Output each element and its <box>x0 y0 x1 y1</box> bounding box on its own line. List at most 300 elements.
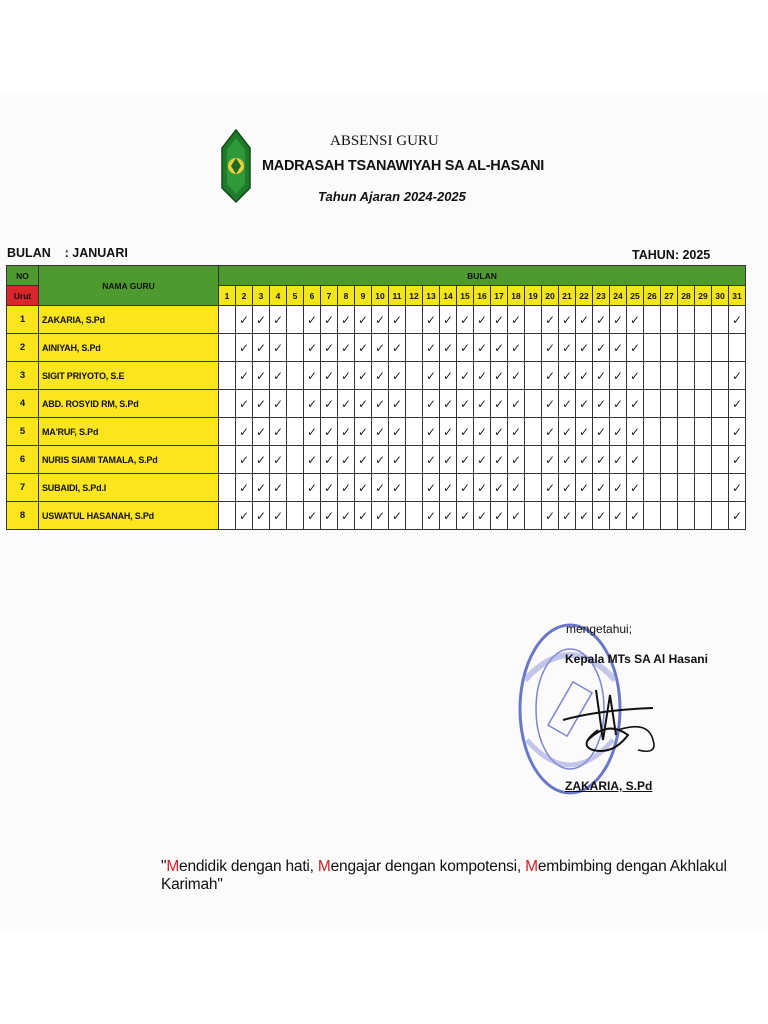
attendance-cell: ✓ <box>355 418 372 446</box>
attendance-cell: ✓ <box>372 474 389 502</box>
attendance-cell: ✓ <box>474 418 491 446</box>
attendance-cell <box>678 306 695 334</box>
attendance-cell <box>695 418 712 446</box>
attendance-cell: ✓ <box>729 390 746 418</box>
attendance-cell: ✓ <box>593 502 610 530</box>
day-header: 20 <box>542 286 559 306</box>
attendance-cell: ✓ <box>729 306 746 334</box>
attendance-cell: ✓ <box>610 390 627 418</box>
attendance-cell: ✓ <box>253 362 270 390</box>
day-header: 30 <box>712 286 729 306</box>
attendance-cell: ✓ <box>236 334 253 362</box>
attendance-cell <box>644 390 661 418</box>
attendance-cell: ✓ <box>253 446 270 474</box>
attendance-cell: ✓ <box>270 418 287 446</box>
table-row <box>7 446 746 474</box>
teacher-name: ABD. ROSYID RM, S.Pd <box>39 390 219 418</box>
day-header: 9 <box>355 286 372 306</box>
attendance-cell: ✓ <box>270 362 287 390</box>
attendance-cell <box>695 306 712 334</box>
attendance-cell: ✓ <box>389 446 406 474</box>
attendance-cell <box>219 446 236 474</box>
attendance-cell <box>406 446 423 474</box>
day-header: 23 <box>593 286 610 306</box>
attendance-cell: ✓ <box>338 362 355 390</box>
attendance-cell: ✓ <box>321 446 338 474</box>
attendance-cell: ✓ <box>474 390 491 418</box>
attendance-cell: ✓ <box>423 334 440 362</box>
attendance-cell: ✓ <box>389 502 406 530</box>
day-header: 21 <box>559 286 576 306</box>
attendance-cell: ✓ <box>440 418 457 446</box>
day-header: 12 <box>406 286 423 306</box>
day-header: 17 <box>491 286 508 306</box>
attendance-cell <box>219 418 236 446</box>
attendance-cell <box>678 390 695 418</box>
attendance-cell: ✓ <box>559 418 576 446</box>
attendance-cell <box>729 334 746 362</box>
attendance-cell: ✓ <box>627 390 644 418</box>
attendance-cell <box>712 474 729 502</box>
attendance-cell <box>695 390 712 418</box>
day-header: 26 <box>644 286 661 306</box>
attendance-cell: ✓ <box>474 446 491 474</box>
attendance-cell: ✓ <box>474 334 491 362</box>
attendance-cell: ✓ <box>236 362 253 390</box>
attendance-cell <box>695 362 712 390</box>
attendance-cell: ✓ <box>389 306 406 334</box>
attendance-cell: ✓ <box>508 306 525 334</box>
attendance-cell: ✓ <box>627 474 644 502</box>
attendance-cell: ✓ <box>270 334 287 362</box>
attendance-cell: ✓ <box>593 446 610 474</box>
attendance-cell: ✓ <box>304 418 321 446</box>
attendance-cell: ✓ <box>338 390 355 418</box>
attendance-cell: ✓ <box>423 418 440 446</box>
attendance-cell: ✓ <box>542 362 559 390</box>
row-number: 7 <box>7 474 39 502</box>
attendance-cell: ✓ <box>593 306 610 334</box>
attendance-cell: ✓ <box>457 334 474 362</box>
day-header: 1 <box>219 286 236 306</box>
attendance-cell <box>644 418 661 446</box>
attendance-cell: ✓ <box>491 334 508 362</box>
attendance-cell: ✓ <box>457 446 474 474</box>
attendance-cell: ✓ <box>321 334 338 362</box>
attendance-cell: ✓ <box>440 362 457 390</box>
teacher-name: NURIS SIAMI TAMALA, S.Pd <box>39 446 219 474</box>
attendance-cell <box>525 334 542 362</box>
attendance-cell: ✓ <box>355 306 372 334</box>
day-header: 29 <box>695 286 712 306</box>
attendance-cell: ✓ <box>610 418 627 446</box>
attendance-cell: ✓ <box>423 306 440 334</box>
attendance-cell: ✓ <box>457 474 474 502</box>
attendance-cell: ✓ <box>491 362 508 390</box>
attendance-cell: ✓ <box>627 418 644 446</box>
attendance-cell: ✓ <box>270 502 287 530</box>
attendance-cell: ✓ <box>253 502 270 530</box>
attendance-cell <box>644 446 661 474</box>
attendance-cell: ✓ <box>508 418 525 446</box>
attendance-cell: ✓ <box>474 474 491 502</box>
attendance-cell: ✓ <box>593 334 610 362</box>
attendance-cell: ✓ <box>542 502 559 530</box>
attendance-cell: ✓ <box>423 390 440 418</box>
table-row <box>7 390 746 418</box>
attendance-cell: ✓ <box>389 390 406 418</box>
attendance-cell: ✓ <box>542 418 559 446</box>
row-number: 1 <box>7 306 39 334</box>
attendance-cell: ✓ <box>338 446 355 474</box>
attendance-cell <box>712 334 729 362</box>
day-header: 31 <box>729 286 746 306</box>
table-row <box>7 474 746 502</box>
attendance-cell <box>678 362 695 390</box>
attendance-cell: ✓ <box>321 418 338 446</box>
attendance-cell <box>712 306 729 334</box>
attendance-cell: ✓ <box>610 446 627 474</box>
attendance-cell <box>287 306 304 334</box>
attendance-cell: ✓ <box>423 446 440 474</box>
attendance-cell <box>644 362 661 390</box>
signature-icon <box>558 680 668 770</box>
attendance-cell: ✓ <box>372 418 389 446</box>
attendance-cell <box>219 502 236 530</box>
day-header: 4 <box>270 286 287 306</box>
attendance-cell: ✓ <box>474 306 491 334</box>
attendance-cell: ✓ <box>542 474 559 502</box>
no-header: NO <box>7 266 39 286</box>
attendance-cell: ✓ <box>236 418 253 446</box>
known-label: mengetahui; <box>566 622 633 636</box>
attendance-cell: ✓ <box>321 390 338 418</box>
attendance-cell: ✓ <box>474 362 491 390</box>
attendance-cell: ✓ <box>491 446 508 474</box>
attendance-cell <box>287 390 304 418</box>
table-row <box>7 362 746 390</box>
attendance-cell <box>678 502 695 530</box>
attendance-cell: ✓ <box>236 446 253 474</box>
table-row <box>7 334 746 362</box>
table-row <box>7 502 746 530</box>
attendance-cell: ✓ <box>389 418 406 446</box>
attendance-cell <box>406 334 423 362</box>
row-number: 4 <box>7 390 39 418</box>
attendance-cell <box>219 474 236 502</box>
attendance-cell <box>219 306 236 334</box>
attendance-cell: ✓ <box>729 362 746 390</box>
attendance-cell: ✓ <box>304 446 321 474</box>
day-header: 6 <box>304 286 321 306</box>
attendance-cell: ✓ <box>270 474 287 502</box>
attendance-cell: ✓ <box>236 502 253 530</box>
attendance-cell: ✓ <box>576 334 593 362</box>
attendance-cell: ✓ <box>729 446 746 474</box>
day-header: 13 <box>423 286 440 306</box>
attendance-cell: ✓ <box>627 306 644 334</box>
attendance-cell: ✓ <box>423 502 440 530</box>
attendance-cell: ✓ <box>593 418 610 446</box>
attendance-cell: ✓ <box>559 362 576 390</box>
teacher-name: SIGIT PRIYOTO, S.E <box>39 362 219 390</box>
attendance-cell: ✓ <box>253 306 270 334</box>
attendance-cell: ✓ <box>389 334 406 362</box>
row-number: 2 <box>7 334 39 362</box>
attendance-cell <box>678 446 695 474</box>
attendance-cell: ✓ <box>610 502 627 530</box>
attendance-cell <box>287 362 304 390</box>
attendance-cell: ✓ <box>559 446 576 474</box>
day-header: 2 <box>236 286 253 306</box>
attendance-cell: ✓ <box>253 474 270 502</box>
attendance-cell: ✓ <box>236 390 253 418</box>
attendance-cell: ✓ <box>593 362 610 390</box>
attendance-cell: ✓ <box>610 334 627 362</box>
attendance-cell: ✓ <box>236 474 253 502</box>
table-row <box>7 418 746 446</box>
attendance-cell <box>219 362 236 390</box>
name-header: NAMA GURU <box>39 266 219 306</box>
attendance-cell: ✓ <box>610 306 627 334</box>
attendance-cell <box>712 502 729 530</box>
attendance-cell: ✓ <box>576 362 593 390</box>
attendance-cell <box>406 474 423 502</box>
month-label: BULAN : JANUARI <box>7 246 128 260</box>
attendance-cell: ✓ <box>457 502 474 530</box>
attendance-cell <box>712 390 729 418</box>
attendance-cell: ✓ <box>372 390 389 418</box>
attendance-cell: ✓ <box>542 446 559 474</box>
attendance-cell: ✓ <box>559 502 576 530</box>
attendance-cell <box>287 474 304 502</box>
attendance-cell: ✓ <box>440 474 457 502</box>
attendance-cell: ✓ <box>355 362 372 390</box>
attendance-cell: ✓ <box>304 502 321 530</box>
attendance-cell: ✓ <box>389 474 406 502</box>
attendance-cell: ✓ <box>304 306 321 334</box>
attendance-cell: ✓ <box>610 474 627 502</box>
attendance-cell: ✓ <box>321 474 338 502</box>
attendance-cell: ✓ <box>474 502 491 530</box>
attendance-cell <box>661 306 678 334</box>
table-row <box>7 306 746 334</box>
attendance-cell: ✓ <box>457 390 474 418</box>
attendance-cell: ✓ <box>355 502 372 530</box>
signer-name: ZAKARIA, S.Pd <box>565 779 653 793</box>
attendance-cell: ✓ <box>576 502 593 530</box>
attendance-cell <box>287 418 304 446</box>
attendance-cell <box>406 306 423 334</box>
row-number: 6 <box>7 446 39 474</box>
attendance-cell: ✓ <box>559 390 576 418</box>
attendance-cell <box>712 446 729 474</box>
attendance-cell: ✓ <box>491 502 508 530</box>
attendance-cell: ✓ <box>423 474 440 502</box>
attendance-cell <box>219 390 236 418</box>
row-number: 3 <box>7 362 39 390</box>
teacher-name: MA'RUF, S.Pd <box>39 418 219 446</box>
attendance-cell: ✓ <box>355 446 372 474</box>
attendance-cell: ✓ <box>338 306 355 334</box>
attendance-cell: ✓ <box>440 306 457 334</box>
attendance-cell: ✓ <box>270 446 287 474</box>
attendance-cell: ✓ <box>270 390 287 418</box>
attendance-cell: ✓ <box>372 306 389 334</box>
attendance-cell <box>695 334 712 362</box>
row-number: 8 <box>7 502 39 530</box>
attendance-cell: ✓ <box>253 390 270 418</box>
attendance-cell: ✓ <box>729 502 746 530</box>
attendance-cell <box>406 502 423 530</box>
attendance-cell <box>525 446 542 474</box>
attendance-cell <box>219 334 236 362</box>
row-number: 5 <box>7 418 39 446</box>
attendance-cell: ✓ <box>457 418 474 446</box>
attendance-cell <box>678 334 695 362</box>
attendance-cell: ✓ <box>627 502 644 530</box>
attendance-cell: ✓ <box>508 502 525 530</box>
attendance-cell <box>661 334 678 362</box>
attendance-cell: ✓ <box>355 334 372 362</box>
attendance-cell <box>525 474 542 502</box>
attendance-cell: ✓ <box>355 474 372 502</box>
attendance-cell: ✓ <box>559 306 576 334</box>
teacher-name: SUBAIDI, S.Pd.I <box>39 474 219 502</box>
attendance-cell: ✓ <box>508 390 525 418</box>
attendance-cell <box>287 446 304 474</box>
attendance-cell: ✓ <box>304 362 321 390</box>
attendance-cell <box>644 474 661 502</box>
attendance-cell: ✓ <box>627 446 644 474</box>
day-header: 19 <box>525 286 542 306</box>
attendance-cell <box>695 446 712 474</box>
attendance-cell: ✓ <box>593 390 610 418</box>
attendance-cell <box>695 474 712 502</box>
school-logo-icon <box>219 128 253 204</box>
attendance-cell: ✓ <box>508 362 525 390</box>
attendance-cell: ✓ <box>270 306 287 334</box>
attendance-cell <box>525 362 542 390</box>
attendance-cell: ✓ <box>253 334 270 362</box>
day-header: 5 <box>287 286 304 306</box>
attendance-cell: ✓ <box>440 446 457 474</box>
day-header: 22 <box>576 286 593 306</box>
teacher-name: ZAKARIA, S.Pd <box>39 306 219 334</box>
attendance-cell: ✓ <box>729 474 746 502</box>
attendance-cell <box>695 502 712 530</box>
attendance-table <box>6 265 746 530</box>
attendance-cell: ✓ <box>610 362 627 390</box>
attendance-cell: ✓ <box>372 502 389 530</box>
attendance-cell: ✓ <box>542 306 559 334</box>
attendance-cell <box>525 418 542 446</box>
attendance-cell: ✓ <box>508 334 525 362</box>
attendance-cell: ✓ <box>559 334 576 362</box>
attendance-cell: ✓ <box>593 474 610 502</box>
attendance-cell: ✓ <box>440 334 457 362</box>
attendance-cell: ✓ <box>576 446 593 474</box>
attendance-cell: ✓ <box>542 390 559 418</box>
attendance-cell: ✓ <box>457 362 474 390</box>
attendance-cell <box>644 306 661 334</box>
attendance-cell <box>644 502 661 530</box>
attendance-cell <box>712 418 729 446</box>
attendance-cell: ✓ <box>627 334 644 362</box>
attendance-cell <box>661 362 678 390</box>
attendance-cell <box>644 334 661 362</box>
attendance-cell <box>661 446 678 474</box>
attendance-cell: ✓ <box>491 390 508 418</box>
day-header: 8 <box>338 286 355 306</box>
attendance-cell <box>712 362 729 390</box>
attendance-cell <box>406 362 423 390</box>
attendance-cell <box>661 502 678 530</box>
attendance-cell <box>525 390 542 418</box>
attendance-cell <box>287 334 304 362</box>
year-label: TAHUN: 2025 <box>632 248 711 262</box>
attendance-cell: ✓ <box>321 306 338 334</box>
school-motto: "Mendidik dengan hati, Mengajar dengan kompotensi, Membimbing dengan Akhlakul Karimah" <box>161 858 727 893</box>
attendance-cell: ✓ <box>491 306 508 334</box>
attendance-cell <box>287 502 304 530</box>
attendance-cell: ✓ <box>304 390 321 418</box>
signer-role: Kepala MTs SA Al Hasani <box>565 652 708 666</box>
attendance-cell: ✓ <box>576 474 593 502</box>
attendance-cell: ✓ <box>338 502 355 530</box>
attendance-cell: ✓ <box>508 446 525 474</box>
day-header: 18 <box>508 286 525 306</box>
day-header: 24 <box>610 286 627 306</box>
teacher-name: AINIYAH, S.Pd <box>39 334 219 362</box>
urut-header: Urut <box>7 286 39 306</box>
attendance-cell <box>661 418 678 446</box>
attendance-cell: ✓ <box>440 390 457 418</box>
attendance-cell: ✓ <box>321 502 338 530</box>
day-header: 3 <box>253 286 270 306</box>
attendance-cell <box>661 474 678 502</box>
school-name: MADRASAH TSANAWIYAH SA AL-HASANI <box>262 158 545 174</box>
attendance-cell <box>406 390 423 418</box>
day-header: 15 <box>457 286 474 306</box>
month-header: BULAN <box>219 266 746 286</box>
attendance-cell: ✓ <box>440 502 457 530</box>
attendance-cell: ✓ <box>457 306 474 334</box>
attendance-cell: ✓ <box>559 474 576 502</box>
attendance-cell <box>678 474 695 502</box>
document-title: ABSENSI GURU <box>330 133 439 149</box>
attendance-cell <box>678 418 695 446</box>
attendance-cell: ✓ <box>304 334 321 362</box>
attendance-cell: ✓ <box>576 390 593 418</box>
attendance-cell: ✓ <box>321 362 338 390</box>
attendance-cell: ✓ <box>576 418 593 446</box>
teacher-name: USWATUL HASANAH, S.Pd <box>39 502 219 530</box>
attendance-cell <box>525 306 542 334</box>
day-header: 11 <box>389 286 406 306</box>
attendance-cell: ✓ <box>338 334 355 362</box>
attendance-cell: ✓ <box>423 362 440 390</box>
attendance-cell: ✓ <box>372 446 389 474</box>
attendance-cell: ✓ <box>491 474 508 502</box>
attendance-cell: ✓ <box>389 362 406 390</box>
attendance-cell <box>661 390 678 418</box>
day-header: 14 <box>440 286 457 306</box>
attendance-cell: ✓ <box>729 418 746 446</box>
attendance-cell: ✓ <box>304 474 321 502</box>
day-header: 16 <box>474 286 491 306</box>
attendance-cell <box>406 418 423 446</box>
